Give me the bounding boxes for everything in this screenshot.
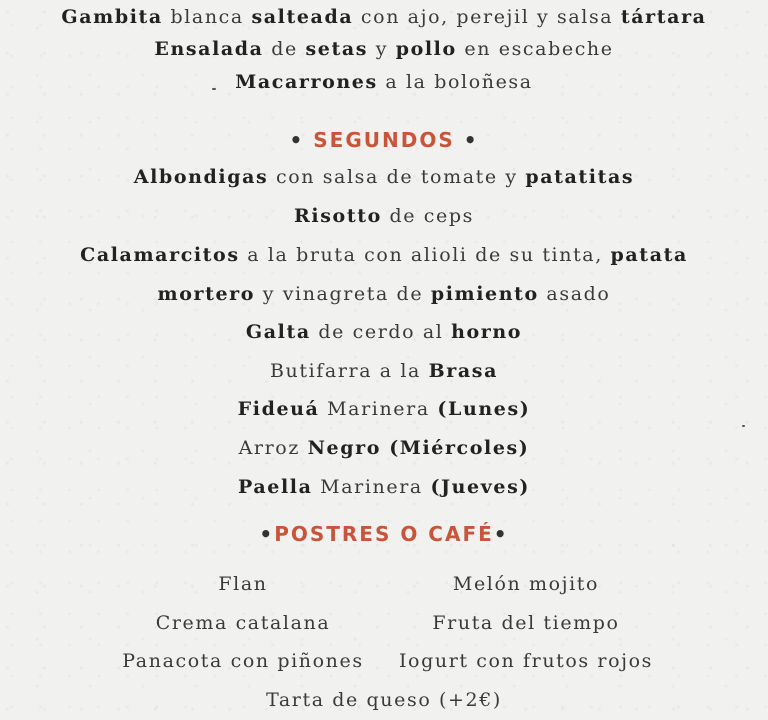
dish-text: y — [368, 38, 396, 60]
dish-keyword: patatitas — [525, 166, 635, 188]
dish-text: de — [263, 38, 306, 60]
dish-text: a la boloñesa — [377, 71, 533, 93]
heading-bullet-left: • — [289, 128, 305, 152]
postre-item: Fruta del tiempo — [432, 612, 620, 634]
section-heading-postres — [0, 522, 768, 546]
menu-line-ensalada — [0, 38, 768, 60]
menu-line-paella — [0, 476, 768, 498]
menu-line-macarrones — [0, 71, 768, 93]
dish-keyword: Paella — [238, 476, 313, 498]
dish-text: con salsa de tomate y — [268, 166, 526, 188]
dish-text: blanca — [162, 6, 252, 28]
menu-line-galta — [0, 321, 768, 343]
postre-item: Flan — [218, 573, 268, 595]
dish-keyword: (Lunes) — [437, 398, 531, 420]
dish-text: Arroz — [238, 437, 308, 459]
heading-bullet-right: • — [463, 128, 479, 152]
dish-keyword: mortero — [157, 283, 256, 305]
postre-item-tarta: Tarta de queso (+2€) — [266, 689, 502, 711]
dish-keyword: pimiento — [430, 283, 539, 305]
dish-keyword: Fideuá — [237, 398, 320, 420]
dish-text: Marinera — [312, 476, 431, 498]
menu-line-risotto — [0, 205, 768, 227]
dish-text: en escabeche — [456, 38, 614, 60]
postre-item: Crema catalana — [155, 612, 331, 634]
dish-text: de cerdo al — [310, 321, 452, 343]
dish-keyword: setas — [305, 38, 369, 60]
dish-keyword: Galta — [245, 321, 311, 343]
dish-text: Butifarra a la — [269, 360, 429, 382]
dish-keyword: salteada — [251, 6, 354, 28]
menu-line-albondigas — [0, 166, 768, 188]
heading-title-segundos: SEGUNDOS — [313, 128, 455, 152]
dish-keyword: Gambita — [61, 6, 163, 28]
heading-bullet-right: • — [493, 522, 509, 546]
dish-keyword: Brasa — [428, 360, 498, 382]
paper-speck — [212, 88, 216, 90]
dish-keyword: horno — [451, 321, 523, 343]
menu-line-gambita — [0, 6, 768, 28]
heading-title-postres: POSTRES O CAFÉ — [274, 522, 494, 546]
dish-keyword: Albondigas — [133, 166, 269, 188]
postre-item: Panacota con piñones — [122, 650, 364, 672]
menu-line-butifarra — [0, 360, 768, 382]
heading-bullet-left: • — [259, 522, 275, 546]
dish-text: a la bruta con alioli de su tinta, — [239, 244, 611, 266]
menu-line-fideua — [0, 398, 768, 420]
dish-keyword: Macarrones — [235, 71, 378, 93]
dish-keyword: Risotto — [294, 205, 382, 227]
dish-text: de ceps — [381, 205, 474, 227]
menu-line-arroz-negro — [0, 437, 768, 459]
dish-keyword: (Jueves) — [430, 476, 530, 498]
menu-line-mortero — [0, 283, 768, 305]
paper-speck — [742, 425, 745, 427]
dish-keyword: Calamarcitos — [80, 244, 240, 266]
dish-text: y vinagreta de — [255, 283, 431, 305]
dish-keyword: tártara — [620, 6, 707, 28]
dish-text: asado — [538, 283, 611, 305]
dish-keyword: pollo — [395, 38, 457, 60]
dish-keyword: Negro (Miércoles) — [307, 437, 530, 459]
dish-text: Marinera — [319, 398, 438, 420]
postre-item: Melón mojito — [452, 573, 600, 595]
dish-keyword: Ensalada — [154, 38, 264, 60]
menu-line-calamarcitos — [0, 244, 768, 266]
postre-item: Iogurt con frutos rojos — [398, 650, 654, 672]
section-heading-segundos — [0, 128, 768, 152]
dish-text: con ajo, perejil y salsa — [353, 6, 621, 28]
dish-keyword: patata — [610, 244, 688, 266]
